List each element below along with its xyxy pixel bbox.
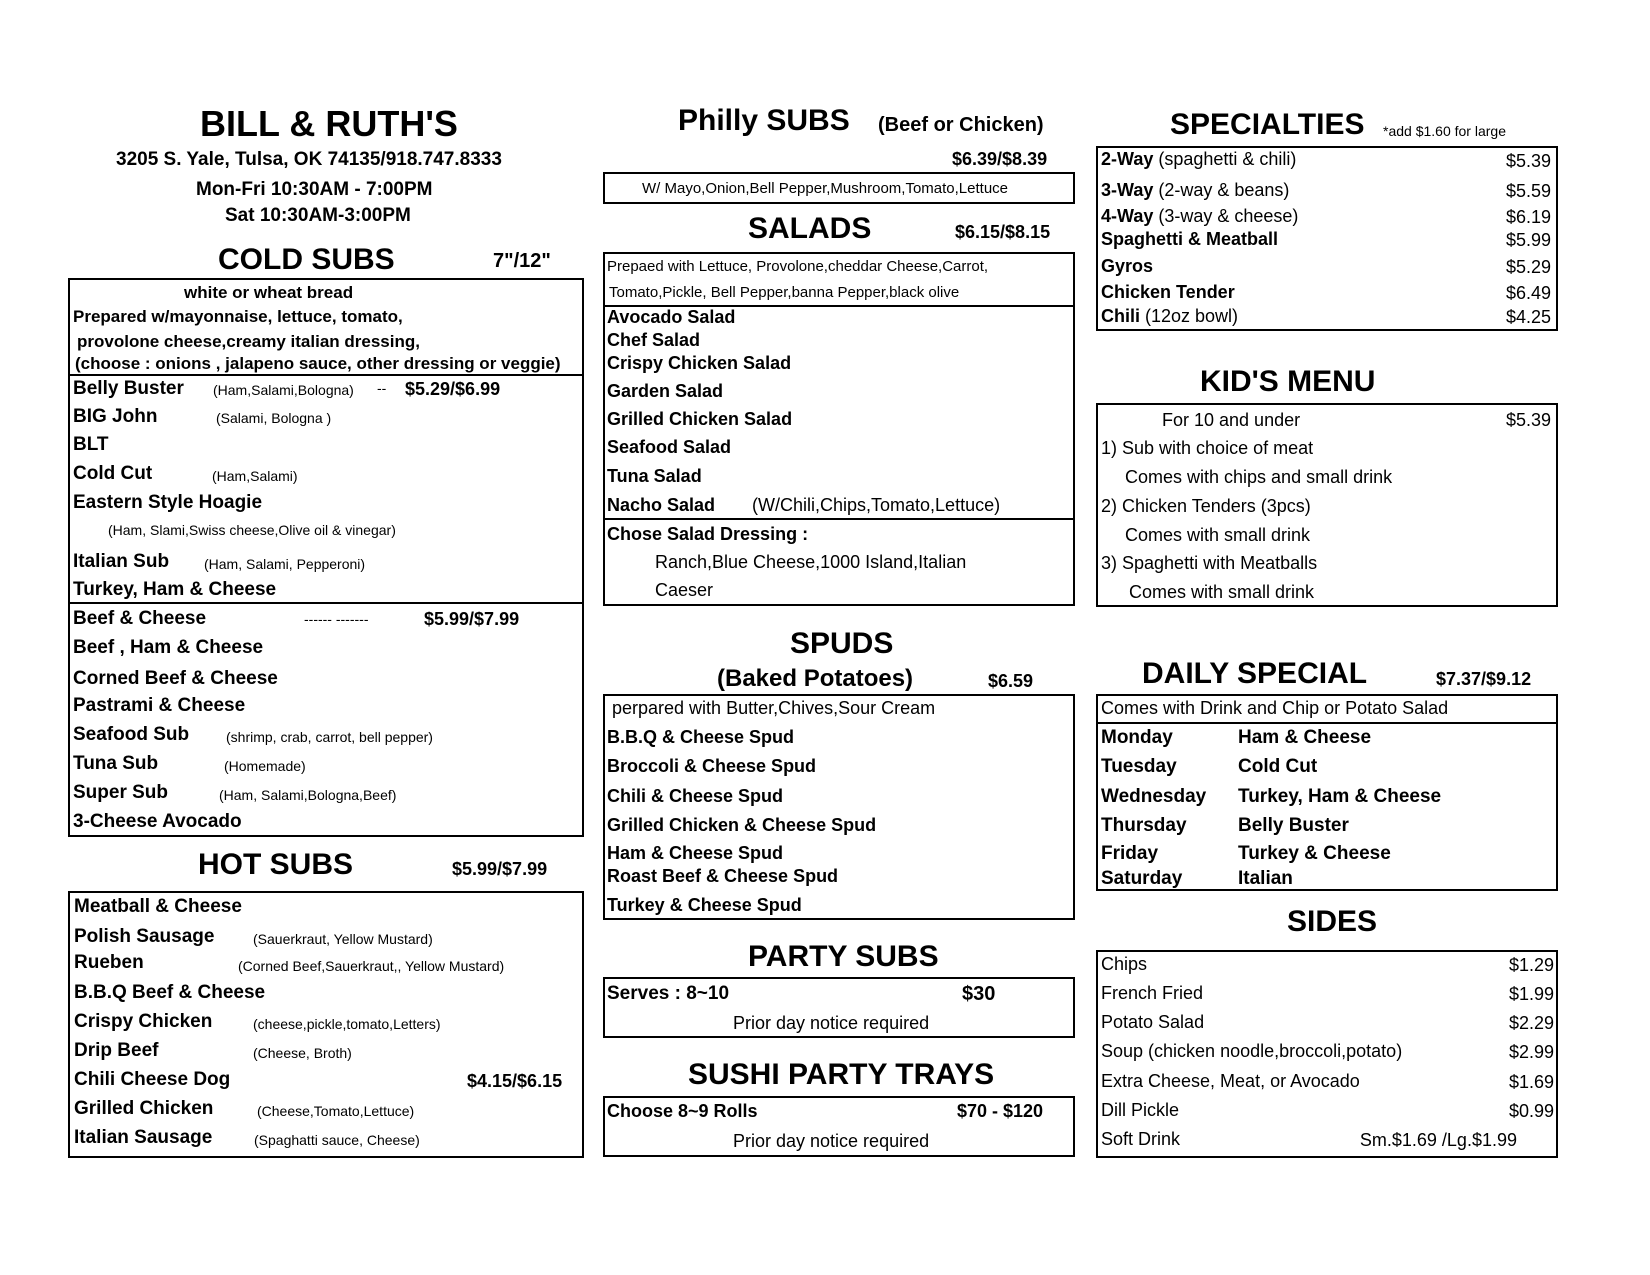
- cold-subs-desc: Prepared w/mayonnaise, lettuce, tomato,: [73, 307, 403, 326]
- hours-weekday: Mon-Fri 10:30AM - 7:00PM: [196, 179, 433, 200]
- item-price: $1.29: [1508, 955, 1554, 975]
- daily-item: Belly Buster: [1238, 815, 1349, 836]
- list-item: Eastern Style Hoagie: [73, 492, 263, 513]
- list-item: Polish Sausage: [74, 926, 215, 947]
- hot-subs-price: $5.99/$7.99: [452, 859, 548, 879]
- item-note: (Ham, Slami,Swiss cheese,Olive oil & vinegar): [108, 522, 396, 538]
- cold-subs-title: COLD SUBS: [218, 243, 395, 276]
- cold-subs-desc: provolone cheese,creamy italian dressing,: [77, 332, 420, 351]
- list-item: French Fried: [1101, 983, 1204, 1003]
- list-item: Gyros: [1101, 256, 1154, 276]
- chili-dog-price: $4.15/$6.15: [467, 1071, 563, 1091]
- list-item: Drip Beef: [74, 1040, 159, 1061]
- list-item: Chips: [1101, 954, 1148, 974]
- spuds-price: $6.59: [988, 671, 1034, 691]
- dash: --: [377, 380, 387, 396]
- list-item: Tuna Salad: [607, 466, 702, 486]
- item-note: (Cheese, Broth): [253, 1045, 352, 1061]
- kids-line: Comes with small drink: [1125, 525, 1311, 545]
- daily-desc: Comes with Drink and Chip or Potato Salad: [1101, 698, 1449, 718]
- list-item: Soft Drink: [1101, 1129, 1181, 1149]
- item-note: (W/Chili,Chips,Tomato,Lettuce): [752, 495, 1001, 515]
- cold-subs-price: $5.29/$6.99: [405, 379, 501, 399]
- item-price: $5.59: [1505, 181, 1551, 201]
- item-price: $1.99: [1508, 984, 1554, 1004]
- item-price: $5.39: [1505, 151, 1551, 171]
- daily-title: DAILY SPECIAL: [1142, 657, 1368, 690]
- party-notice: Prior day notice required: [733, 1013, 930, 1033]
- list-item: Chili (12oz bowl): [1101, 306, 1239, 326]
- divider: [68, 602, 584, 604]
- list-item: Meatball & Cheese: [74, 896, 242, 917]
- specialties-note: *add $1.60 for large: [1383, 123, 1506, 139]
- list-item: Grilled Chicken & Cheese Spud: [607, 815, 877, 835]
- cold-subs-size: 7"/12": [493, 250, 551, 272]
- list-item: Beef & Cheese: [73, 608, 207, 629]
- philly-option: (Beef or Chicken): [878, 114, 1044, 136]
- list-item: Extra Cheese, Meat, or Avocado: [1101, 1071, 1360, 1091]
- item-note: (Salami, Bologna ): [216, 410, 332, 426]
- daily-day: Saturday: [1101, 868, 1183, 889]
- daily-day: Tuesday: [1101, 756, 1177, 777]
- list-item: Corned Beef & Cheese: [73, 668, 278, 689]
- sushi-choose: Choose 8~9 Rolls: [607, 1101, 758, 1121]
- kids-line: 2) Chicken Tenders (3pcs): [1101, 496, 1311, 516]
- list-item: Avocado Salad: [607, 307, 736, 327]
- item-price: $1.69: [1508, 1072, 1554, 1092]
- salads-title: SALADS: [748, 212, 872, 245]
- hours-saturday: Sat 10:30AM-3:00PM: [225, 205, 411, 226]
- cold-subs-price: $5.99/$7.99: [424, 609, 520, 629]
- kids-title: KID'S MENU: [1200, 365, 1376, 398]
- list-item: 4-Way (3-way & cheese): [1101, 206, 1299, 226]
- item-price: $5.99: [1505, 230, 1551, 250]
- list-item: Beef , Ham & Cheese: [73, 637, 264, 658]
- list-item: Spaghetti & Meatball: [1101, 229, 1279, 249]
- item-price: $6.49: [1505, 283, 1551, 303]
- hot-subs-title: HOT SUBS: [198, 848, 354, 881]
- item-note: (Spaghatti sauce, Cheese): [254, 1132, 420, 1148]
- kids-age: For 10 and under: [1162, 410, 1301, 430]
- list-item: Italian Sausage: [74, 1127, 213, 1148]
- daily-item: Turkey & Cheese: [1238, 843, 1391, 864]
- item-price: $6.19: [1505, 207, 1551, 227]
- item-note: (shrimp, crab, carrot, bell pepper): [226, 729, 433, 745]
- spuds-title: SPUDS: [790, 627, 894, 660]
- list-item: Super Sub: [73, 782, 169, 803]
- item-price: $2.29: [1508, 1013, 1554, 1033]
- list-item: 3-Cheese Avocado: [73, 811, 242, 832]
- daily-item: Italian: [1238, 868, 1293, 889]
- salads-desc: Tomato,Pickle, Bell Pepper,banna Pepper,black olive: [609, 284, 960, 301]
- list-item: Dill Pickle: [1101, 1100, 1180, 1120]
- list-item: Cold Cut: [73, 463, 153, 484]
- divider: [1096, 722, 1558, 724]
- item-note: (cheese,pickle,tomato,Letters): [253, 1016, 441, 1032]
- list-item: Pastrami & Cheese: [73, 695, 246, 716]
- philly-title: Philly SUBS: [678, 104, 850, 137]
- party-serves: Serves : 8~10: [607, 983, 730, 1004]
- daily-day: Thursday: [1101, 815, 1187, 836]
- sushi-notice: Prior day notice required: [733, 1131, 930, 1151]
- list-item: Grilled Chicken: [74, 1098, 214, 1119]
- daily-item: Turkey, Ham & Cheese: [1238, 786, 1442, 807]
- item-note: (Homemade): [224, 758, 306, 774]
- list-item: Italian Sub: [73, 551, 170, 572]
- list-item: 2-Way (spaghetti & chili): [1101, 149, 1297, 169]
- list-item: Turkey & Cheese Spud: [607, 895, 802, 915]
- list-item: BIG John: [73, 406, 158, 427]
- item-note: (Corned Beef,Sauerkraut,, Yellow Mustard): [238, 958, 505, 974]
- list-item: Rueben: [74, 952, 144, 973]
- item-note: (Ham,Salami): [212, 468, 298, 484]
- spuds-subtitle: (Baked Potatoes): [717, 665, 914, 692]
- daily-day: Wednesday: [1101, 786, 1207, 807]
- salads-price: $6.15/$8.15: [955, 222, 1051, 242]
- kids-line: Comes with small drink: [1129, 582, 1315, 602]
- kids-price: $5.39: [1505, 410, 1551, 430]
- specialties-title: SPECIALTIES: [1170, 108, 1365, 141]
- item-price: $4.25: [1505, 307, 1551, 327]
- list-item: Garden Salad: [607, 381, 724, 401]
- list-item: Turkey, Ham & Cheese: [73, 579, 277, 600]
- item-note: (Ham,Salami,Bologna): [213, 382, 354, 398]
- party-price: $30: [962, 983, 996, 1005]
- list-item: Chicken Tender: [1101, 282, 1235, 302]
- item-price: Sm.$1.69 /Lg.$1.99: [1359, 1130, 1517, 1150]
- list-item: Chili & Cheese Spud: [607, 786, 784, 806]
- item-note: (Ham, Salami,Bologna,Beef): [219, 787, 397, 803]
- dressing-label: Chose Salad Dressing :: [607, 524, 809, 544]
- list-item: Seafood Salad: [607, 437, 732, 457]
- philly-desc: W/ Mayo,Onion,Bell Pepper,Mushroom,Tomato,Lettuce: [642, 180, 1009, 197]
- divider: [68, 374, 584, 376]
- list-item: BLT: [73, 434, 109, 455]
- list-item: Belly Buster: [73, 378, 184, 399]
- list-item: Broccoli & Cheese Spud: [607, 756, 817, 776]
- list-item: Potato Salad: [1101, 1012, 1205, 1032]
- kids-line: 3) Spaghetti with Meatballs: [1101, 553, 1318, 573]
- dash: ------ -------: [304, 611, 369, 627]
- item-price: $0.99: [1508, 1101, 1554, 1121]
- address: 3205 S. Yale, Tulsa, OK 74135/918.747.8333: [116, 149, 502, 170]
- dressing-options: Caeser: [655, 580, 714, 600]
- spuds-desc: perpared with Butter,Chives,Sour Cream: [612, 698, 936, 718]
- list-item: Nacho Salad: [607, 495, 716, 515]
- sushi-title: SUSHI PARTY TRAYS: [688, 1058, 995, 1091]
- daily-price: $7.37/$9.12: [1436, 669, 1532, 689]
- list-item: Crispy Chicken: [74, 1011, 213, 1032]
- philly-price: $6.39/$8.39: [952, 149, 1048, 169]
- dressing-options: Ranch,Blue Cheese,1000 Island,Italian: [655, 552, 967, 572]
- list-item: Roast Beef & Cheese Spud: [607, 866, 839, 886]
- daily-item: Ham & Cheese: [1238, 727, 1372, 748]
- daily-day: Friday: [1101, 843, 1159, 864]
- bread-choice: white or wheat bread: [184, 283, 354, 302]
- list-item: Tuna Sub: [73, 753, 159, 774]
- list-item: B.B.Q & Cheese Spud: [607, 727, 795, 747]
- list-item: 3-Way (2-way & beans): [1101, 180, 1290, 200]
- list-item: Seafood Sub: [73, 724, 190, 745]
- daily-day: Monday: [1101, 727, 1173, 748]
- list-item: Chef Salad: [607, 330, 701, 350]
- item-note: (Ham, Salami, Pepperoni): [204, 556, 366, 572]
- item-note: (Cheese,Tomato,Lettuce): [257, 1103, 415, 1119]
- kids-line: 1) Sub with choice of meat: [1101, 438, 1314, 458]
- sides-title: SIDES: [1287, 905, 1378, 938]
- cold-subs-desc: (choose : onions , jalapeno sauce, other dressing or veggie): [75, 354, 561, 373]
- sushi-price: $70 - $120: [957, 1101, 1044, 1121]
- list-item: Grilled Chicken Salad: [607, 409, 793, 429]
- list-item: Ham & Cheese Spud: [607, 843, 784, 863]
- salads-desc: Prepaed with Lettuce, Provolone,cheddar Cheese,Carrot,: [607, 258, 989, 275]
- list-item: B.B.Q Beef & Cheese: [74, 982, 266, 1003]
- divider: [603, 518, 1075, 520]
- restaurant-name: BILL & RUTH'S: [200, 103, 458, 144]
- daily-item: Cold Cut: [1238, 756, 1318, 777]
- item-price: $2.99: [1508, 1042, 1554, 1062]
- item-price: $5.29: [1505, 257, 1551, 277]
- party-subs-title: PARTY SUBS: [748, 940, 939, 973]
- item-note: (Sauerkraut, Yellow Mustard): [253, 931, 433, 947]
- kids-line: Comes with chips and small drink: [1125, 467, 1393, 487]
- list-item: Soup (chicken noodle,broccoli,potato): [1101, 1041, 1403, 1061]
- list-item: Chili Cheese Dog: [74, 1069, 231, 1090]
- list-item: Crispy Chicken Salad: [607, 353, 792, 373]
